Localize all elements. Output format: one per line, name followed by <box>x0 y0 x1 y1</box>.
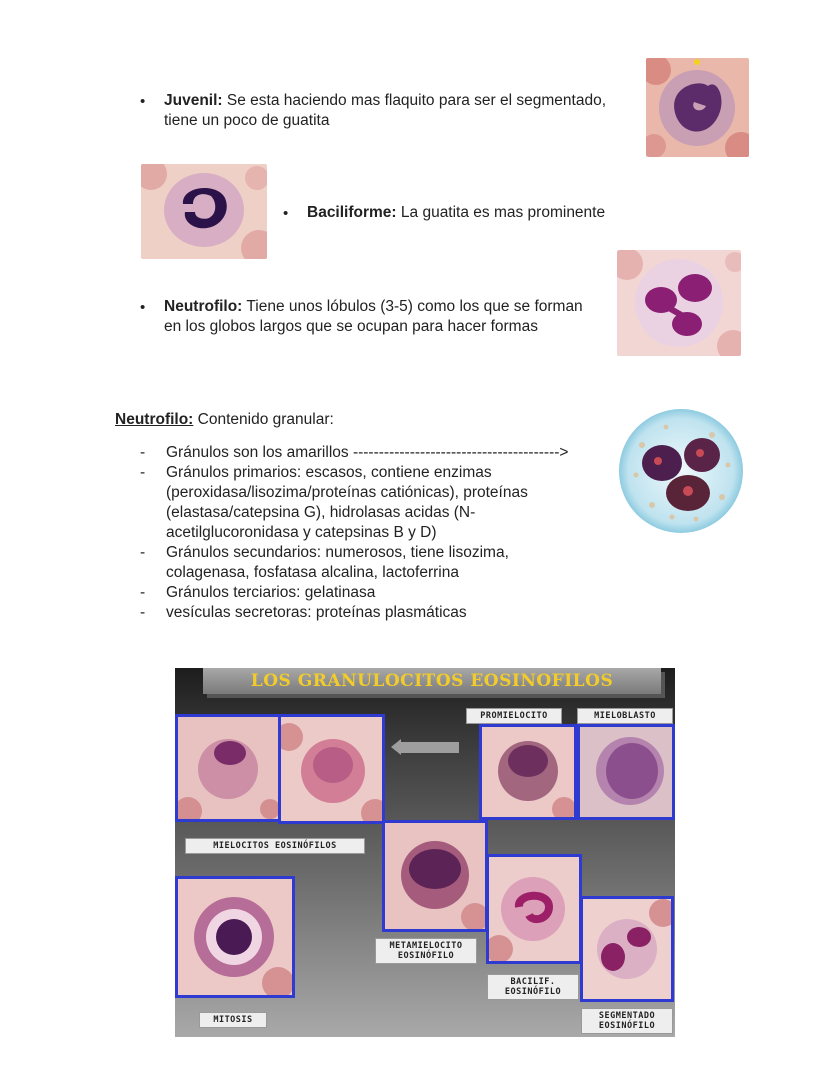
list-item-continuation <box>116 503 606 523</box>
baciliforme-item <box>307 203 637 223</box>
label-metamielocito-line2: EOSINÓFILO <box>397 951 455 961</box>
figure-title: LOS GRANULOCITOS EOSINOFILOS <box>203 668 661 694</box>
list-item-text: Gránulos son los amarillos ----------------------------------------> <box>166 444 569 461</box>
label-segmentado <box>581 1008 673 1034</box>
label-segmentado-line2: EOSINÓFILO <box>598 1021 656 1031</box>
neutrofilo-cell-image <box>617 250 741 356</box>
baciliforme-text: La guatita es mas prominente <box>396 204 606 221</box>
list-item-text: Gránulos primarios: escasos, contiene enzimas <box>166 464 492 481</box>
baciliforme-term: Baciliforme: <box>307 204 397 221</box>
juvenil-item <box>164 91 634 131</box>
neutrofilo-text-1: Tiene unos lóbulos (3-5) como los que se forman <box>242 298 583 315</box>
neutrofilo-term: Neutrofilo: <box>164 298 243 315</box>
label-promielocito: PROMIELOCITO <box>466 708 562 724</box>
neutrofilo-item <box>164 297 614 337</box>
label-metamielocito <box>375 938 477 964</box>
label-bacilif-line1: BACILIF. <box>510 977 556 987</box>
bullet-dot: • <box>140 93 146 110</box>
label-segmentado-line1: SEGMENTADO <box>598 1011 656 1021</box>
list-item: - vesículas secretoras: proteínas plasmáticas <box>140 604 467 621</box>
arrow-left-icon <box>399 742 459 753</box>
list-item-text: Gránulos secundarios: numerosos, tiene lisozima, <box>166 544 509 561</box>
promielocito-tile <box>479 724 577 820</box>
list-item-text: acetilglucoronidasa y catepsinas B y D) <box>166 524 437 541</box>
bullet-dot: • <box>140 299 146 316</box>
list-item: - Gránulos secundarios: numerosos, tiene lisozima, <box>140 544 509 561</box>
list-item: - Gránulos primarios: escasos, contiene enzimas <box>140 464 492 481</box>
list-item-text: (elastasa/catepsina G), hidrolasas acidas (N- <box>166 504 476 521</box>
list-item-continuation <box>116 523 606 543</box>
list-item-text: Gránulos terciarios: gelatinasa <box>166 584 376 601</box>
list-item-text: vesículas secretoras: proteínas plasmáticas <box>166 604 467 621</box>
neutrofilo-granules-image <box>612 405 750 538</box>
list-item-text: (peroxidasa/lisozima/proteínas catiónicas), proteínas <box>166 484 528 501</box>
label-bacilif-line2: EOSINÓFILO <box>504 987 562 997</box>
label-mitosis: MITOSIS <box>199 1012 267 1028</box>
mielocito-tile-1 <box>175 714 281 822</box>
mieloblasto-tile <box>577 724 675 820</box>
juvenil-text-1: Se esta haciendo mas flaquito para ser el segmentado, <box>222 92 607 109</box>
segmentado-tile <box>580 896 674 1002</box>
bullet-dot: • <box>283 205 289 222</box>
label-metamielocito-line1: METAMIELOCITO <box>389 941 463 951</box>
contenido-heading <box>115 410 334 430</box>
mielocito-tile-2 <box>278 714 385 824</box>
list-item-continuation <box>116 483 606 503</box>
juvenil-term: Juvenil: <box>164 92 223 109</box>
contenido-term: Neutrofilo: <box>115 411 194 428</box>
granulos-list <box>116 443 606 623</box>
list-item-text: colagenasa, fosfatasa alcalina, lactoferrina <box>166 564 459 581</box>
eosinofilos-figure <box>175 668 675 1037</box>
label-mieloblasto: MIELOBLASTO <box>577 708 673 724</box>
juvenil-cell-image <box>646 58 749 157</box>
juvenil-text-2: tiene un poco de guatita <box>164 112 330 129</box>
neutrofilo-text-2: en los globos largos que se ocupan para hacer formas <box>164 318 538 335</box>
label-mielocitos: MIELOCITOS EOSINÓFILOS <box>185 838 365 854</box>
mitosis-tile <box>175 876 295 998</box>
baciliforme-eos-tile <box>486 854 582 964</box>
list-item-continuation <box>116 563 606 583</box>
list-item: - Gránulos terciarios: gelatinasa <box>140 584 376 601</box>
contenido-text: Contenido granular: <box>193 411 334 428</box>
baciliforme-cell-image <box>141 164 267 259</box>
list-item: - Gránulos son los amarillos ----------------------------------------> <box>140 444 569 461</box>
label-bacilif <box>487 974 579 1000</box>
metamielocito-tile <box>382 820 488 932</box>
